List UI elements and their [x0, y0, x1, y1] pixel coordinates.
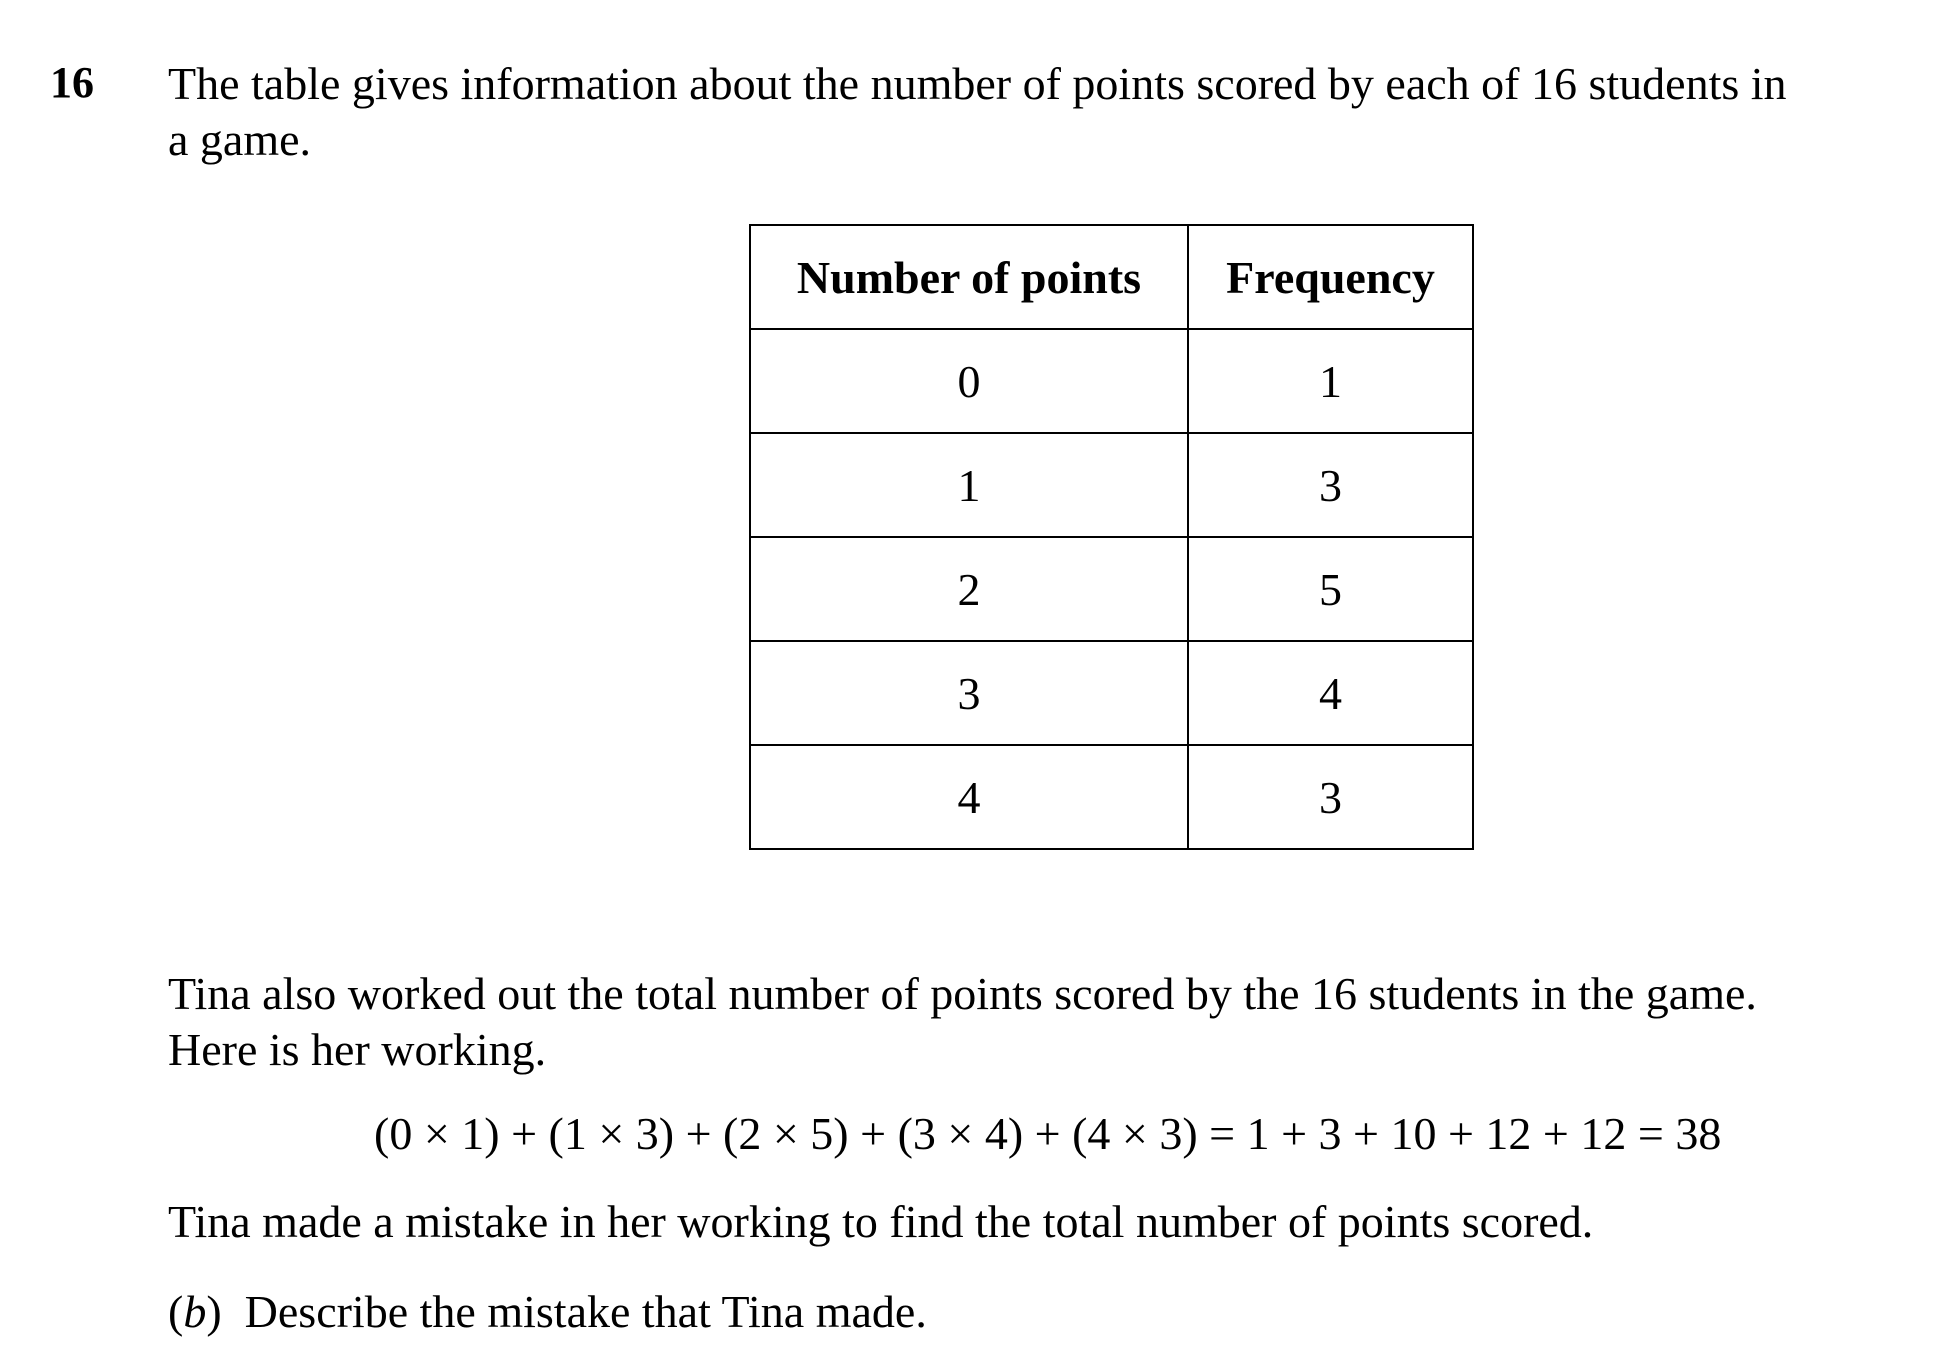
table-row [750, 641, 1473, 745]
cell-frequency: 3 [1188, 745, 1473, 849]
cell-frequency: 1 [1188, 329, 1473, 433]
part-b-close-paren: ) [206, 1286, 222, 1337]
frequency-table [749, 224, 1474, 850]
intro-line-2: a game. [168, 114, 312, 165]
table-row [750, 745, 1473, 849]
mistake-statement: Tina made a mistake in her working to find the total number of points scored. [168, 1196, 1594, 1247]
cell-points: 0 [750, 329, 1188, 433]
header-number-of-points: Number of points [750, 225, 1188, 329]
question-number: 16 [50, 58, 94, 107]
tina-line-2: Here is her working. [168, 1024, 547, 1075]
cell-points: 1 [750, 433, 1188, 537]
cell-points: 4 [750, 745, 1188, 849]
tina-working: (0 × 1) + (1 × 3) + (2 × 5) + (3 × 4) + (4 × 3) = 1 + 3 + 10 + 12 + 12 = 38 [374, 1108, 1722, 1159]
part-b-label [168, 1286, 222, 1337]
table-row [750, 433, 1473, 537]
part-b-text: Describe the mistake that Tina made. [244, 1286, 927, 1337]
question-intro [168, 56, 1948, 168]
part-b-letter: b [183, 1286, 207, 1337]
cell-frequency: 4 [1188, 641, 1473, 745]
cell-frequency: 5 [1188, 537, 1473, 641]
cell-points: 2 [750, 537, 1188, 641]
tina-line-1: Tina also worked out the total number of points scored by the 16 students in the game. [168, 968, 1757, 1019]
cell-frequency: 3 [1188, 433, 1473, 537]
table-row [750, 537, 1473, 641]
table-row [750, 329, 1473, 433]
table-header-row [750, 225, 1473, 329]
part-b-open-paren: ( [168, 1286, 184, 1337]
tina-paragraph [168, 966, 1757, 1078]
header-frequency: Frequency [1188, 225, 1473, 329]
cell-points: 3 [750, 641, 1188, 745]
intro-line-1: The table gives information about the number of points scored by each of 16 students in [168, 58, 1787, 109]
part-b-question [168, 1284, 927, 1340]
